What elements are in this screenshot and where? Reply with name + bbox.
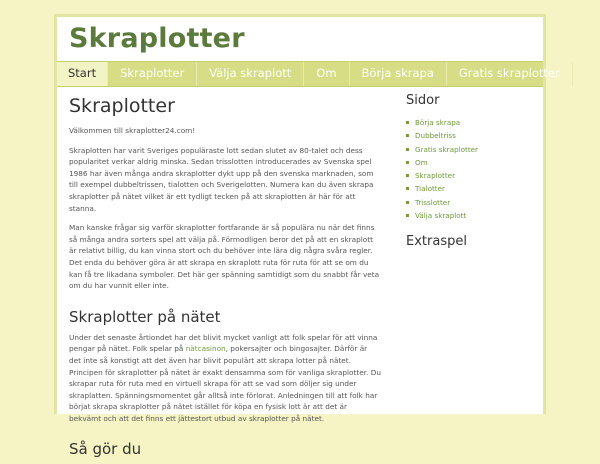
page-title: Skraplotter bbox=[69, 95, 175, 117]
nav-item-borja-skrapa[interactable]: Börja skrapa bbox=[350, 62, 447, 86]
site-title[interactable]: Skraplotter bbox=[69, 23, 245, 54]
sidebar-item-skraplotter[interactable] bbox=[406, 169, 536, 182]
sidebar-item-label: Tialotter bbox=[415, 184, 445, 194]
online-text-start: Under det senaste årtiondet har det blivit mycket vanligt att folk spelar för att vinna pengar på nätet. Folk spelar på bbox=[69, 332, 378, 354]
bullet-icon bbox=[406, 161, 409, 164]
sidebar-item-label: Om bbox=[415, 157, 428, 167]
online-paragraph bbox=[69, 332, 381, 425]
sidebar-item-om[interactable] bbox=[406, 156, 536, 169]
intro-paragraph: Skraplotten har varit Sveriges populäraste lott sedan slutet av 80-talet och dess popularitet verkar aldrig minska. Sedan trisslotten introducerades av Svenska spel 1986 har även många andra skraplotter dykt upp på den svenska marknaden, som till exempel dubbeltrissen, tialotten och Sverigelotten. Numera kan du även skrapa skraplotter på nätet vilket är ett tydligt tecken på att skraplotten är här för att stanna. bbox=[69, 145, 374, 213]
bullet-icon bbox=[406, 134, 409, 137]
sidebar-item-label: Gratis skraplotter bbox=[415, 144, 479, 154]
popularity-paragraph: Man kanske frågar sig varför skraplotter fortfarande är så populära nu när det finns så många andra sorters spel att välja på. Förmodligen beror det på att en skraplott är relativt billig, du kan vinna stort och du behöver inte lära dig några svåra regler. Det enda du behöver göra är att skrapa en skraplott ruta för ruta för att se om du kan få tre likadana symboler. Det här ger spänning samtidigt som du snabbt får veta om du har vunnit eller inte. bbox=[69, 223, 380, 291]
nav-item-skraplotter[interactable]: Skraplotter bbox=[108, 62, 197, 86]
bullet-icon bbox=[406, 187, 409, 190]
sidebar-title-pages: Sidor bbox=[406, 93, 440, 108]
online-text-end: , pokersajter och bingosajter. Därför är det inte så konstigt att det även har blivit populärt att skrapa lotter på nätet. Principen för skraplotter på nätet är exakt densamma som för vanliga skraplotter. Du skrapar ruta för ruta med en virtuell skrapa för att se vad som döljer sig under skraplatten. Spänningsmomentet går alltså inte förlorat. Anledningen till att folk har börjat skrapa skraplotter på nätet istället för köpa en fysisk lott är att det är bekvämt och att det finns ett jättestort utbud av skraplotter på nätet. bbox=[69, 344, 381, 423]
page-container bbox=[54, 14, 560, 459]
bullet-icon bbox=[406, 201, 409, 204]
main-content bbox=[69, 95, 381, 464]
sidebar-pages-list bbox=[406, 116, 536, 222]
nav-item-start[interactable]: Start bbox=[57, 62, 108, 86]
section-heading-online: Skraplotter på nätet bbox=[69, 307, 221, 326]
bullet-icon bbox=[406, 121, 409, 124]
nav-item-om[interactable]: Om bbox=[304, 62, 349, 86]
natcasinon-link[interactable]: nätcasinon bbox=[185, 344, 226, 354]
sidebar-item-label: Skraplotter bbox=[415, 171, 456, 181]
nav-item-valja-skraplott[interactable]: Välja skraplott bbox=[197, 62, 304, 86]
bullet-icon bbox=[406, 148, 409, 151]
sidebar-item-gratis-skraplotter[interactable] bbox=[406, 143, 536, 156]
sidebar-item-tialotter[interactable] bbox=[406, 182, 536, 195]
sidebar-title-extraspel: Extraspel bbox=[406, 234, 467, 250]
sidebar-item-dubbeltriss[interactable] bbox=[406, 129, 536, 142]
nav-item-gratis-skraplotter[interactable]: Gratis skraplotter bbox=[447, 62, 573, 86]
bullet-icon bbox=[406, 214, 409, 217]
sidebar-item-borja-skrapa[interactable] bbox=[406, 116, 536, 129]
main-nav bbox=[57, 61, 560, 87]
sidebar-item-label: Välja skraplott bbox=[415, 211, 467, 221]
sidebar-item-label: Börja skrapa bbox=[415, 118, 461, 127]
section-heading-how-to: Så gör du bbox=[69, 440, 142, 459]
sidebar-item-label: Trisslotter bbox=[415, 197, 451, 207]
bullet-icon bbox=[406, 174, 409, 177]
sidebar bbox=[406, 93, 536, 257]
welcome-text: Välkommen till skraplotter24.com! bbox=[69, 126, 196, 135]
sidebar-item-trisslotter[interactable] bbox=[406, 196, 536, 209]
sidebar-item-valja-skraplott[interactable] bbox=[406, 209, 536, 222]
sidebar-item-label: Dubbeltriss bbox=[415, 131, 456, 141]
